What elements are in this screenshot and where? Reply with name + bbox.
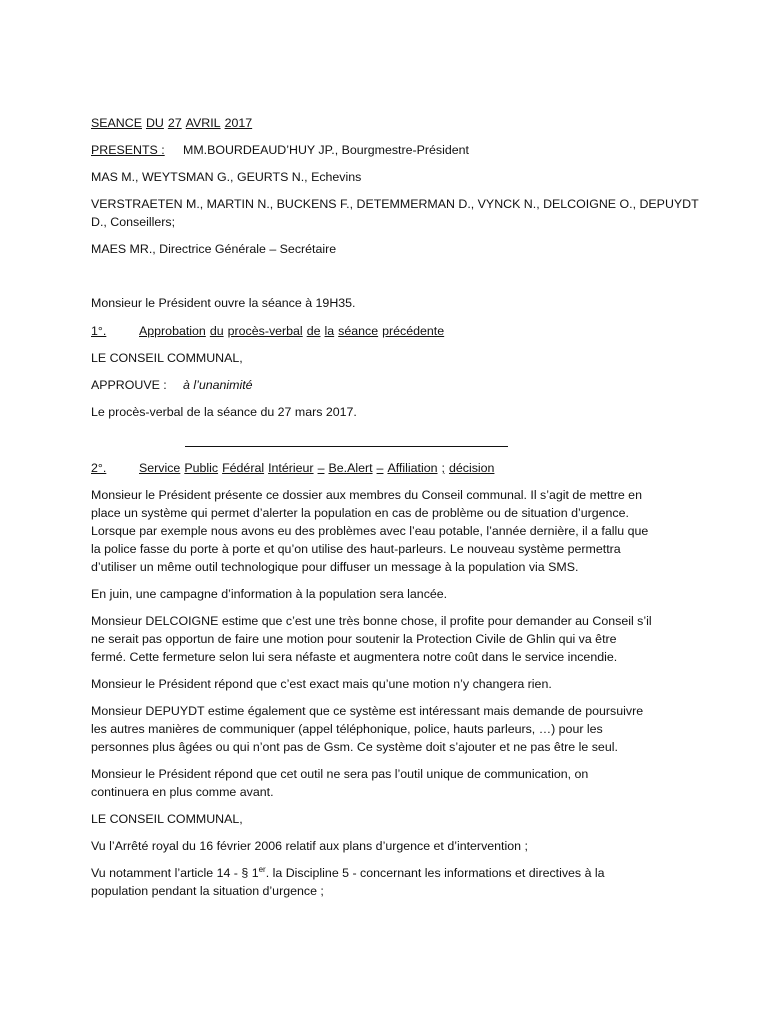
item2-title-word: Fédéral [222,461,265,475]
title-word: 27 [167,116,182,130]
conseillers-line-2: D., Conseillers; [91,215,176,229]
p1-line: la police fasse du porte à porte et qu’on utilise des haut-parleurs. Le nouveau système permettra [91,542,621,556]
item2-title-word: Service [139,461,181,475]
p6-line: continuera en plus comme avant. [91,785,274,799]
item1-title-word: procès-verbal [227,324,303,338]
item1-number: 1°. [91,324,107,338]
item1-heading [91,322,444,340]
item1-approve-line [91,376,253,394]
p4-line: Monsieur le Président répond que c’est exact mais qu’une motion n’y changera rien. [91,677,552,691]
item2-number: 2°. [91,461,107,475]
item1-title-word: la [324,324,335,338]
session-title [91,114,252,132]
vu2-after: . la Discipline 5 - concernant les informations et directives à la [265,866,605,880]
item1-title-word: du [209,324,224,338]
title-word: AVRIL [185,116,221,130]
p5-line: Monsieur DEPUYDT estime également que ce système est intéressant mais demande de poursuivre [91,704,644,718]
title-word: DU [145,116,164,130]
vu2-before: Vu notamment l’article 14 - § 1 [91,866,259,880]
title-word: 2017 [224,116,253,130]
p1-line: Lorsque par exemple nous avons eu des problèmes avec l’eau potable, l’année dernière, il a fallu que [91,524,649,538]
p2-line: En juin, une campagne d’information à la population sera lancée. [91,587,448,601]
vu2-sup: er [258,865,266,874]
item2-heading [91,459,494,477]
p6-line: Monsieur le Président répond que cet outil ne sera pas l’outil unique de communication, on [91,767,589,781]
p3-line: fermé. Cette fermeture selon lui sera néfaste et augmentera notre coût dans le service incendie. [91,650,618,664]
item2-title-word: décision [448,461,495,475]
item2-title-word: – [317,461,325,475]
presents-label: PRESENTS : [91,143,165,157]
vu2-line [91,864,605,882]
item2-title-word: Affiliation [387,461,438,475]
item1-title-word: de [306,324,321,338]
p5-line: personnes plus âgées ou qui n’ont pas de Gsm. Ce système doit s’ajouter et ne pas être le seul. [91,740,618,754]
conseillers-line-1: VERSTRAETEN M., MARTIN N., BUCKENS F., DETEMMERMAN D., VYNCK N., DELCOIGNE O., DEPUYDT [91,197,699,211]
item2-title-word: Intérieur [268,461,314,475]
item2-title-word: ; [441,461,445,475]
presents-value: MM.BOURDEAUD’HUY JP., Bourgmestre-Président [183,143,469,157]
opening-line: Monsieur le Président ouvre la séance à 19H35. [91,296,356,310]
item1-pv: Le procès-verbal de la séance du 27 mars 2017. [91,405,357,419]
p1-line: Monsieur le Président présente ce dossier aux membres du Conseil communal. Il s’agit de mettre en [91,488,642,502]
separator-line [185,446,508,447]
item2-council: LE CONSEIL COMMUNAL, [91,812,243,826]
p3-line: Monsieur DELCOIGNE estime que c’est une très bonne chose, il profite pour demander au Conseil s’il [91,614,652,628]
item1-title-word: Approbation [139,324,206,338]
approve-label: APPROUVE : [91,378,167,392]
item1-title-word: précédente [382,324,445,338]
item2-title-word: Public [184,461,219,475]
p3-line: ne serait pas opportun de faire une motion pour soutenir la Protection Civile de Ghlin qui va être [91,632,617,646]
vu1-line: Vu l’Arrêté royal du 16 février 2006 relatif aux plans d’urgence et d’intervention ; [91,839,528,853]
item1-title-word: séance [338,324,379,338]
approve-value: à l’unanimité [183,378,253,392]
p5-line: les autres manières de communiquer (appel téléphonique, police, hauts parleurs, …) pour les [91,722,603,736]
item1-council: LE CONSEIL COMMUNAL, [91,351,243,365]
item2-title-word: – [376,461,384,475]
presents-line [91,141,469,159]
directrice-line: MAES MR., Directrice Générale – Secrétaire [91,242,337,256]
vu2-line-2: population pendant la situation d’urgence ; [91,884,324,898]
p1-line: place un système qui permet d’alerter la population en cas de problème ou de situation d’urgence. [91,506,629,520]
item2-title-word: Be.Alert [328,461,373,475]
p1-line: d’utiliser un même outil technologique pour diffuser un message à la population via SMS. [91,560,579,574]
echevins-line: MAS M., WEYTSMAN G., GEURTS N., Echevins [91,170,362,184]
title-word: SEANCE [91,116,142,130]
